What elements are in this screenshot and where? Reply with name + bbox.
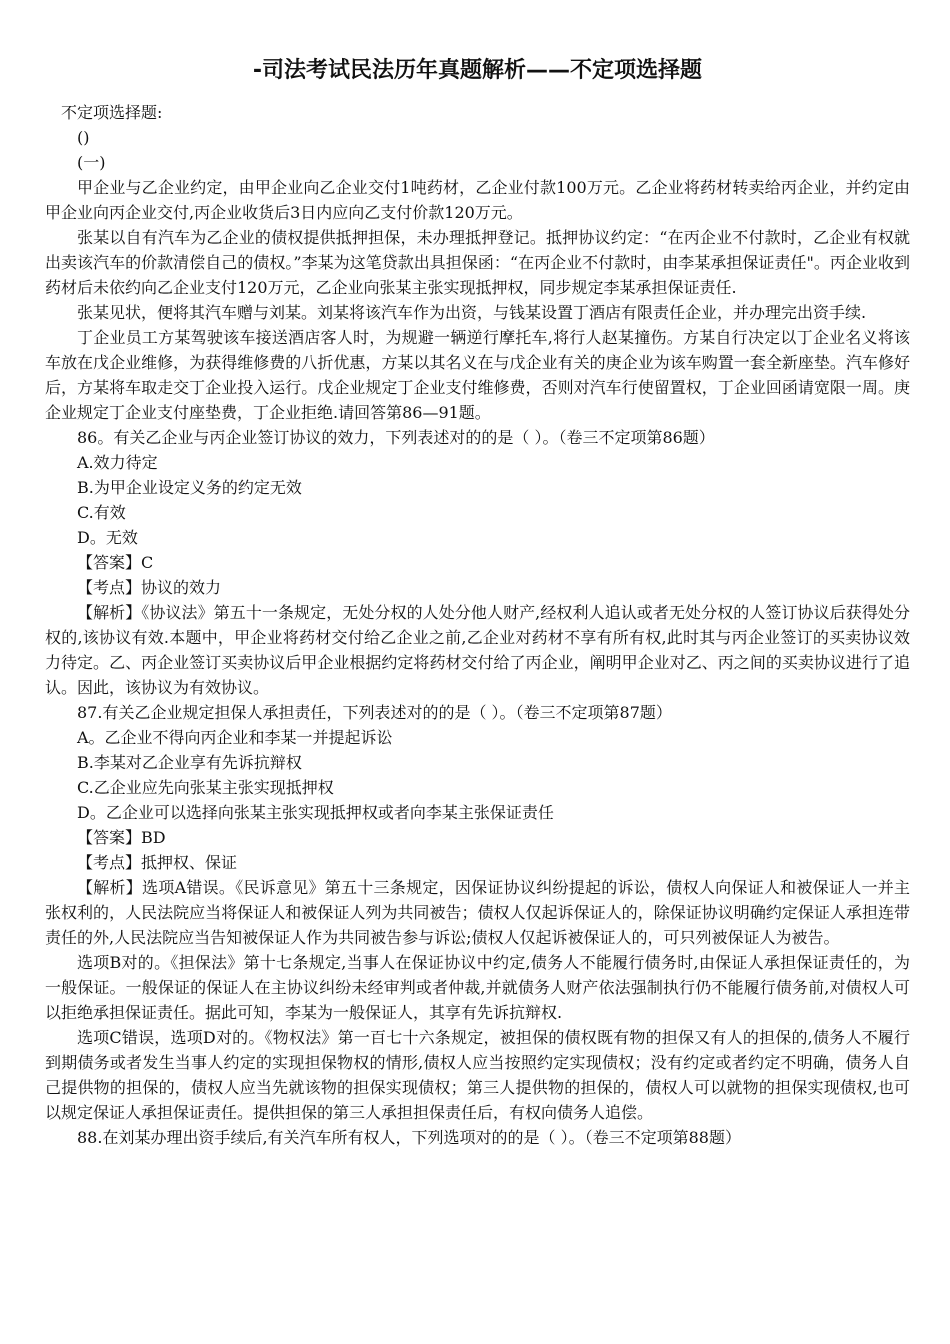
question-87: 87.有关乙企业规定担保人承担责任，下列表述对的的是（ ）。（卷三不定项第87题） (77, 703, 672, 722)
document-title: -司法考试民法历年真题解析——不定项选择题 (252, 58, 703, 83)
q87-point: 【考点】抵押权、保证 (77, 853, 238, 872)
question-86: 86。有关乙企业与丙企业签订协议的效力，下列表述对的的是（ ）。（卷三不定项第86题） (77, 428, 715, 447)
q87-option-d: D。乙企业可以选择向张某主张实现抵押权或者向李某主张保证责任 (77, 803, 554, 822)
marker-paren: () (77, 128, 90, 147)
q86-analysis: 【解析】《协议法》第五十一条规定，无处分权的人处分他人财产,经权利人追认或者无处分权的人签订协议后获得处分权的,该协议有效.本题中，甲企业将药材交付给乙企业之前,乙企业对药材不享有所有权,此时其与丙企业签订的买卖协议效力待定。乙、丙企业签订买卖协议后甲企业根据约定将药材交付给了丙企业，阐明甲企业对乙、丙之间的买卖协议进行了追认。因此，该协议为有效协议。 (45, 603, 910, 697)
marker-one: (一) (77, 153, 106, 172)
q86-option-a: A.效力待定 (77, 453, 158, 472)
q87-analysis-b: 选项B对的。《担保法》第十七条规定,当事人在保证协议中约定,债务人不能履行债务时,由保证人承担保证责任的，为一般保证。一般保证的保证人在主协议纠纷未经审判或者仲裁,并就债务人财产依法强制执行仍不能履行债务前,对债权人可以拒绝承担保证责任。据此可知，李某为一般保证人，其享有先诉抗辩权. (45, 953, 910, 1022)
q87-option-c: C.乙企业应先向张某主张实现抵押权 (77, 778, 334, 797)
q87-option-a: A。乙企业不得向丙企业和李某一并提起诉讼 (77, 728, 393, 747)
case-paragraph-1: 甲企业与乙企业约定，由甲企业向乙企业交付1吨药材，乙企业付款100万元。乙企业将药材转卖给丙企业，并约定由甲企业向丙企业交付,丙企业收货后3日内应向乙支付价款120万元。 (45, 178, 910, 222)
case-paragraph-2: 张某以自有汽车为乙企业的债权提供抵押担保，未办理抵押登记。抵押协议约定：“在丙企业不付款时，乙企业有权就出卖该汽车的价款清偿自己的债权。”李某为这笔贷款出具担保函：“在丙企业不付款时，由李某承担保证责任"。丙企业收到药材后未依约向乙企业支付120万元，乙企业向张某主张实现抵押权，同步规定李某承担保证责任. (45, 228, 910, 297)
section-heading: 不定项选择题: (61, 103, 163, 122)
q86-option-c: C.有效 (77, 503, 126, 522)
case-paragraph-4: 丁企业员工方某驾驶该车接送酒店客人时，为规避一辆逆行摩托车,将行人赵某撞伤。方某自行决定以丁企业名义将该车放在戊企业维修，为获得维修费的八折优惠，方某以其名义在与戊企业有关的庚企业为该车购置一套全新座垫。汽车修好后，方某将车取走交丁企业投入运行。戊企业规定丁企业支付维修费，否则对汽车行使留置权，丁企业回函请宽限一周。庚企业规定丁企业支付座垫费，丁企业拒绝.请回答第86—91题。 (45, 328, 910, 422)
question-88: 88.在刘某办理出资手续后,有关汽车所有权人，下列选项对的的是（ ）。（卷三不定项第88题） (77, 1128, 741, 1147)
q87-analysis-a: 【解析】选项A错误。《民诉意见》第五十三条规定，因保证协议纠纷提起的诉讼，债权人向保证人和被保证人一并主张权利的，人民法院应当将保证人和被保证人列为共同被告；债权人仅起诉保证人的，除保证协议明确约定保证人承担连带责任的外,人民法院应当告知被保证人作为共同被告参与诉讼;债权人仅起诉被保证人的，可只列被保证人为被告。 (45, 878, 910, 947)
q86-answer: 【答案】C (77, 553, 154, 572)
q87-option-b: B.李某对乙企业享有先诉抗辩权 (77, 753, 302, 772)
q87-analysis-cd: 选项C错误，选项D对的。《物权法》第一百七十六条规定，被担保的债权既有物的担保又有人的担保的,债务人不履行到期债务或者发生当事人约定的实现担保物权的情形,债权人应当按照约定实现债权；没有约定或者约定不明确，债务人自己提供物的担保的，债权人应当先就该物的担保实现债权；第三人提供物的担保的，债权人可以就物的担保实现债权,也可以规定保证人承担保证责任。提供担保的第三人承担担保责任后，有权向债务人追偿。 (45, 1028, 910, 1122)
q86-option-d: D。无效 (77, 528, 138, 547)
q86-point: 【考点】协议的效力 (77, 578, 222, 597)
q87-answer: 【答案】BD (77, 828, 166, 847)
q86-option-b: B.为甲企业设定义务的约定无效 (77, 478, 302, 497)
case-paragraph-3: 张某见状，便将其汽车赠与刘某。刘某将该汽车作为出资，与钱某设置丁酒店有限责任企业，并办理完出资手续. (77, 303, 867, 322)
